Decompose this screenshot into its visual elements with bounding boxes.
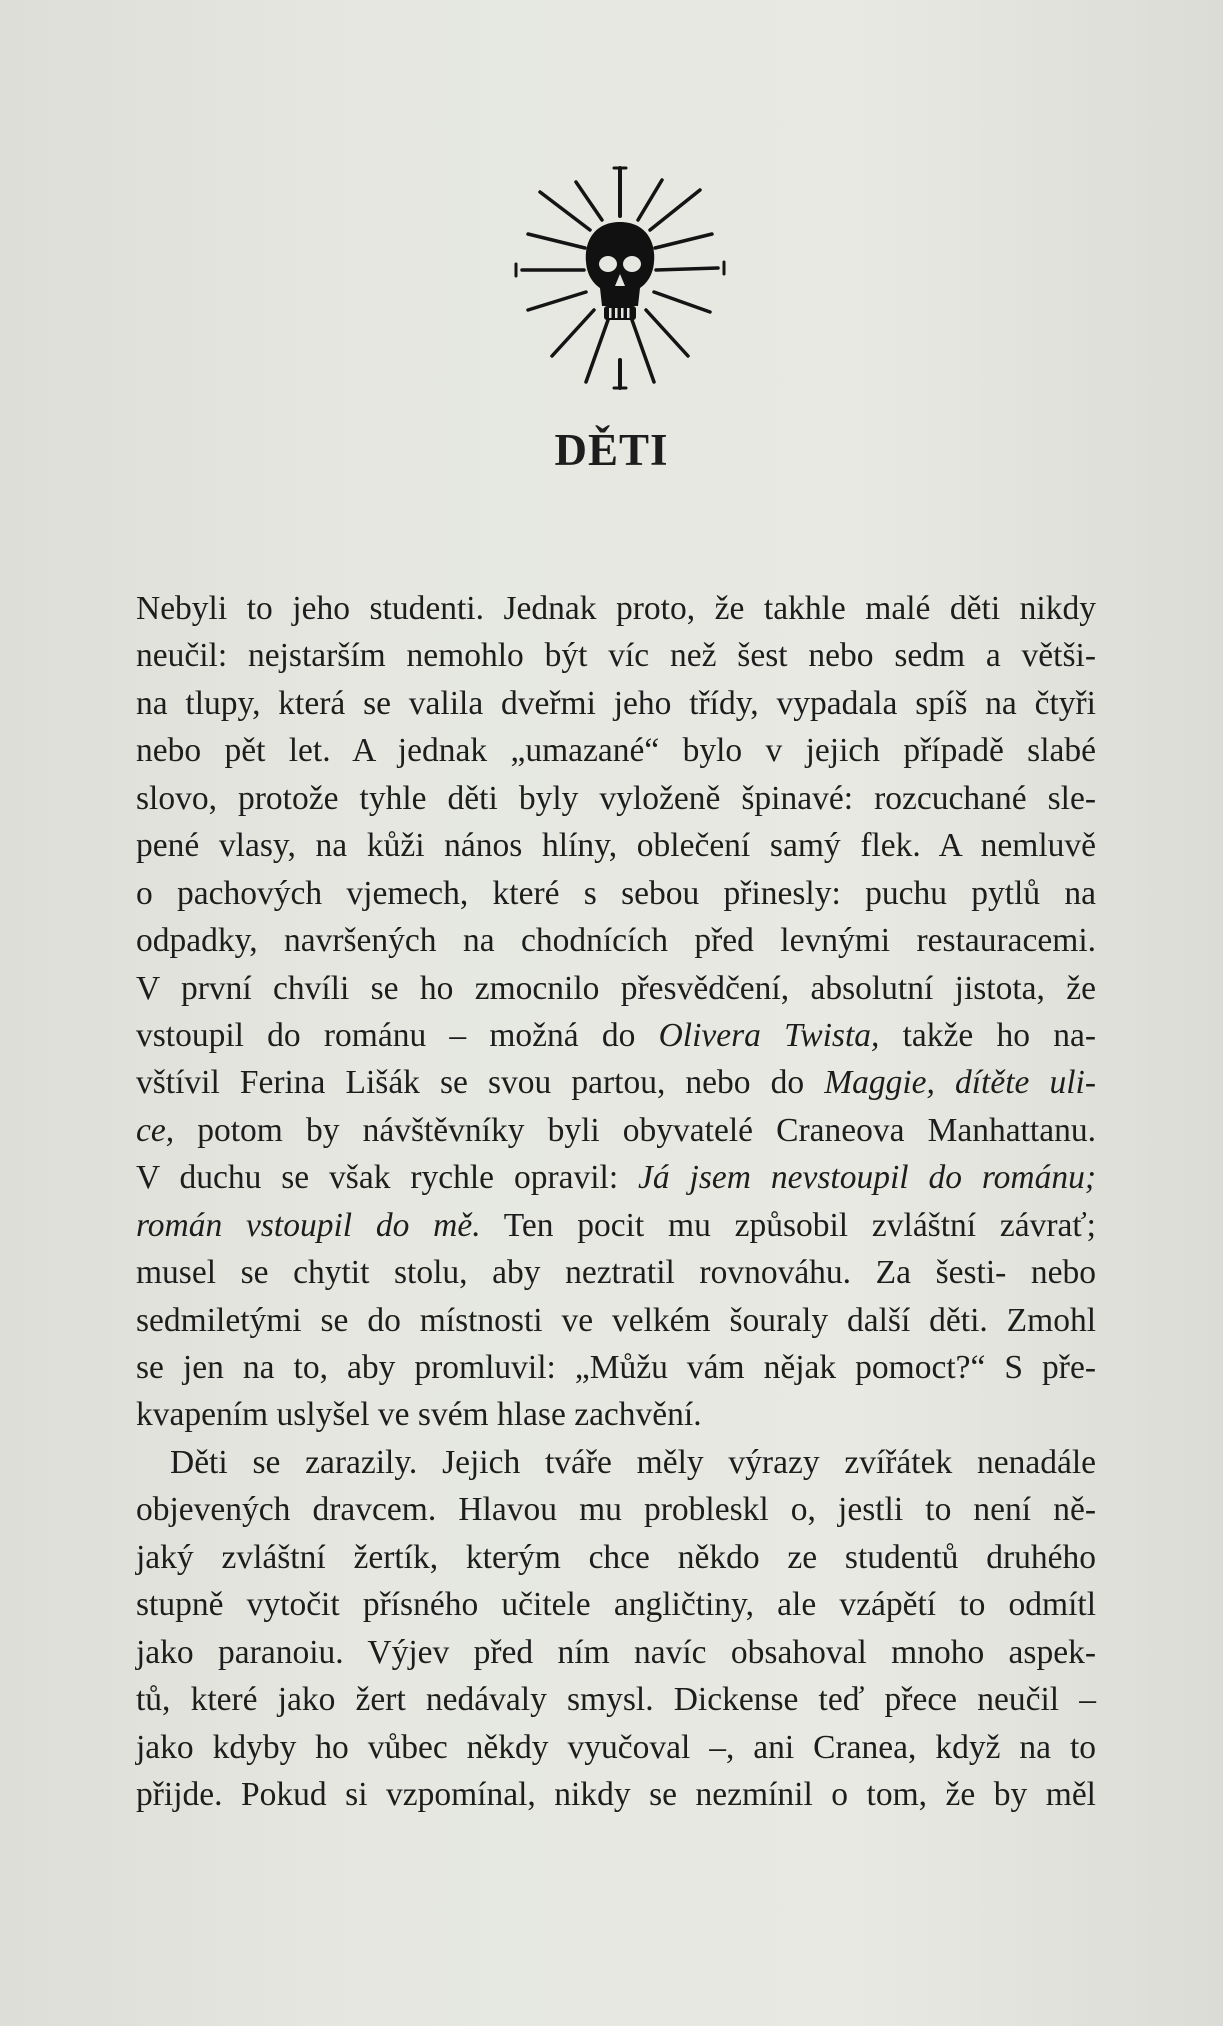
chapter-title: DĚTI [554, 425, 669, 475]
text-segment: V duchu se však rychle opravil: [136, 1159, 639, 1197]
chapter-body-text [136, 585, 1096, 1818]
text-segment: vstoupil do románu – možná do [136, 1016, 659, 1054]
text-line: o pachových vjemech, které s sebou přinesly: puchu pytlů na [136, 874, 1096, 912]
text-line: sedmiletými se do místnosti ve velkém šouraly další děti. Zmohl [136, 1301, 1096, 1339]
text-line: musel se chytit stolu, aby neztratil rovnováhu. Za šesti- nebo [136, 1254, 1096, 1292]
text-line: Děti se zarazily. Jejich tváře měly výrazy zvířátek nenadále [170, 1443, 1096, 1481]
text-line: jaký zvláštní žertík, kterým chce někdo ze studentů druhého [136, 1538, 1096, 1576]
text-line: neučil: nejstarším nemohlo být víc než šest nebo sedm a větši- [136, 637, 1096, 675]
text-line [136, 1059, 1096, 1106]
text-line [136, 1107, 1096, 1154]
text-segment: Ten pocit mu způsobil zvláštní závrať; [480, 1206, 1096, 1244]
text-line: tů, které jako žert nedávaly smysl. Dickense teď přece neučil – [136, 1681, 1096, 1719]
text-line: pené vlasy, na kůži nános hlíny, oblečení samý flek. A nemluvě [136, 827, 1096, 865]
text-segment: potom by návštěvníky byli obyvatelé Craneova Manhattanu. [174, 1111, 1096, 1149]
text-line: V první chvíli se ho zmocnilo přesvědčení, absolutní jistota, že [136, 969, 1096, 1007]
italic-text: Já jsem nevstoupil do románu; [638, 1159, 1096, 1197]
text-segment: vštívil Ferina Lišák se svou partou, nebo do [136, 1064, 825, 1102]
text-line: přijde. Pokud si vzpomínal, nikdy se nezmínil o tom, že by měl [136, 1775, 1096, 1813]
text-line: slovo, protože tyhle děti byly vyloženě špinavé: rozcuchané sle- [136, 779, 1096, 817]
text-line [136, 1202, 1096, 1249]
text-line: kvapením uslyšel ve svém hlase zachvění. [136, 1396, 702, 1434]
text-segment: takže ho na- [879, 1016, 1096, 1054]
text-line: stupně vytočit přísného učitele angličtiny, ale vzápětí to odmítl [136, 1586, 1096, 1624]
text-line: na tlupy, která se valila dveřmi jeho třídy, vypadala spíš na čtyři [136, 684, 1096, 722]
text-line: odpadky, navršených na chodnících před levnými restauracemi. [136, 922, 1096, 960]
text-line: se jen na to, aby promluvil: „Můžu vám nějak pomoct?“ S pře- [136, 1349, 1096, 1386]
text-line [136, 1012, 1096, 1059]
italic-text: ce, [136, 1111, 175, 1149]
text-line: jako paranoiu. Výjev před ním navíc obsahoval mnoho aspek- [136, 1633, 1096, 1671]
text-line: nebo pět let. A jednak „umazané“ bylo v jejich případě slabé [136, 732, 1096, 770]
text-line [136, 1154, 1096, 1201]
text-line: jako kdyby ho vůbec někdy vyučoval –, ani Cranea, když na to [136, 1728, 1096, 1766]
text-line: Nebyli to jeho studenti. Jednak proto, že takhle malé děti nikdy [136, 590, 1096, 627]
skull-with-rays-icon [510, 160, 730, 400]
italic-text: Olivera Twista, [658, 1016, 880, 1054]
italic-text: román vstoupil do mě. [136, 1206, 481, 1244]
italic-text: Maggie, dítěte uli- [824, 1064, 1097, 1102]
text-line: objevených dravcem. Hlavou mu probleskl o, jestli to není ně- [136, 1491, 1096, 1529]
